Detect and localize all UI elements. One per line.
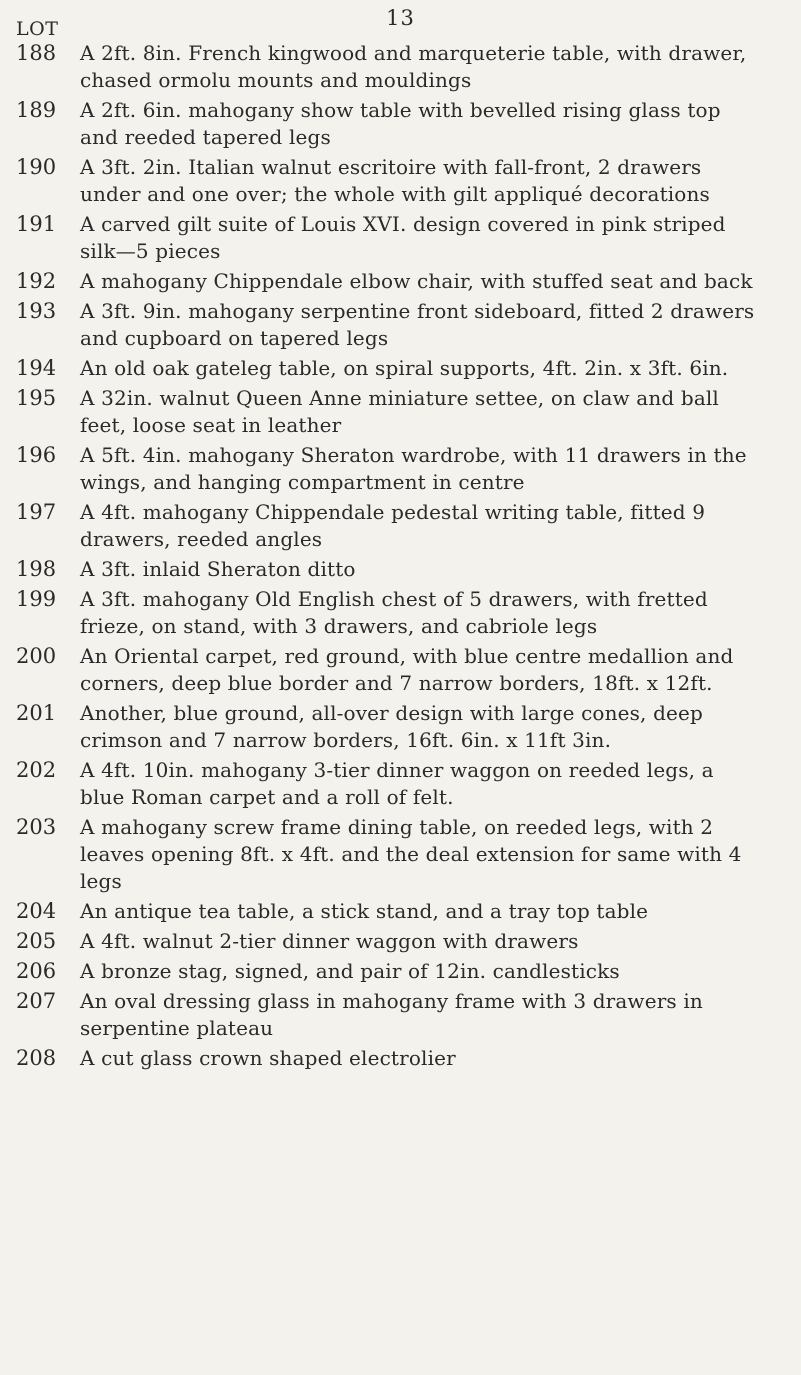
lot-entry <box>0 814 801 895</box>
lot-number: 204 <box>16 899 57 923</box>
lot-entry <box>0 40 801 94</box>
lot-description: A 2ft. 6in. mahogany show table with bevelled rising glass top and reeded tapered legs <box>80 98 721 149</box>
lot-number: 200 <box>16 644 57 668</box>
lot-number: 205 <box>16 929 57 953</box>
lot-entry <box>0 154 801 208</box>
lot-entry <box>0 385 801 439</box>
lot-description: A cut glass crown shaped electrolier <box>80 1046 456 1070</box>
lot-list <box>0 40 801 1075</box>
lot-description: A 32in. walnut Queen Anne miniature settee, on claw and ball feet, loose seat in leather <box>80 386 719 437</box>
lot-entry <box>0 1045 801 1072</box>
lot-entry <box>0 268 801 295</box>
lot-entry <box>0 556 801 583</box>
lot-entry <box>0 643 801 697</box>
lot-number: 208 <box>16 1046 57 1070</box>
lot-number: 203 <box>16 815 57 839</box>
lot-description: An oval dressing glass in mahogany frame with 3 drawers in serpentine plateau <box>80 989 703 1040</box>
lot-number: 188 <box>16 41 57 65</box>
lot-entry <box>0 298 801 352</box>
lot-description: A 3ft. 2in. Italian walnut escritoire with fall-front, 2 drawers under and one over; the whole with gilt appliqué decorations <box>80 155 710 206</box>
lot-entry <box>0 97 801 151</box>
lot-entry <box>0 700 801 754</box>
lot-entry <box>0 928 801 955</box>
lot-entry <box>0 988 801 1042</box>
lot-description: A 5ft. 4in. mahogany Sheraton wardrobe, with 11 drawers in the wings, and hanging compartment in centre <box>80 443 747 494</box>
lot-number: 195 <box>16 386 57 410</box>
lot-description: An antique tea table, a stick stand, and a tray top table <box>80 899 649 923</box>
lot-entry <box>0 442 801 496</box>
lot-number: 197 <box>16 500 57 524</box>
page-number: 13 <box>386 6 415 30</box>
lot-entry <box>0 757 801 811</box>
lot-number: 192 <box>16 269 57 293</box>
lot-entry <box>0 898 801 925</box>
lot-number: 189 <box>16 98 57 122</box>
lot-description: A mahogany screw frame dining table, on reeded legs, with 2 leaves opening 8ft. x 4ft. and the deal extension for same with 4 legs <box>80 815 742 893</box>
lot-number: 201 <box>16 701 57 725</box>
lot-description: A 2ft. 8in. French kingwood and marqueterie table, with drawer, chased ormolu mounts and mouldings <box>80 41 747 92</box>
lot-number: 191 <box>16 212 57 236</box>
lot-number: 206 <box>16 959 57 983</box>
lot-entry <box>0 499 801 553</box>
lot-column-header: LOT <box>16 18 59 40</box>
lot-description: A 3ft. mahogany Old English chest of 5 drawers, with fretted frieze, on stand, with 3 drawers, and cabriole legs <box>80 587 708 638</box>
lot-number: 194 <box>16 356 57 380</box>
lot-number: 199 <box>16 587 57 611</box>
lot-description: A bronze stag, signed, and pair of 12in. candlesticks <box>80 959 620 983</box>
lot-description: An Oriental carpet, red ground, with blue centre medallion and corners, deep blue border and 7 narrow borders, 18ft. x 12ft. <box>80 644 734 695</box>
lot-description: A carved gilt suite of Louis XVI. design covered in pink striped silk—5 pieces <box>80 212 726 263</box>
lot-entry <box>0 586 801 640</box>
lot-number: 202 <box>16 758 57 782</box>
lot-entry <box>0 355 801 382</box>
lot-description: Another, blue ground, all-over design with large cones, deep crimson and 7 narrow borders, 16ft. 6in. x 11ft 3in. <box>80 701 703 752</box>
lot-entry <box>0 958 801 985</box>
lot-description: A 4ft. mahogany Chippendale pedestal writing table, fitted 9 drawers, reeded angles <box>80 500 706 551</box>
lot-number: 196 <box>16 443 57 467</box>
lot-number: 198 <box>16 557 57 581</box>
lot-description: A 4ft. walnut 2-tier dinner waggon with drawers <box>80 929 579 953</box>
lot-number: 207 <box>16 989 57 1013</box>
lot-description: A mahogany Chippendale elbow chair, with stuffed seat and back <box>80 269 753 293</box>
lot-entry <box>0 211 801 265</box>
lot-number: 190 <box>16 155 57 179</box>
lot-description: A 3ft. 9in. mahogany serpentine front sideboard, fitted 2 drawers and cupboard on tapered legs <box>80 299 755 350</box>
lot-number: 193 <box>16 299 57 323</box>
lot-description: A 3ft. inlaid Sheraton ditto <box>80 557 356 581</box>
lot-description: A 4ft. 10in. mahogany 3-tier dinner waggon on reeded legs, a blue Roman carpet and a roll of felt. <box>80 758 714 809</box>
lot-description: An old oak gateleg table, on spiral supports, 4ft. 2in. x 3ft. 6in. <box>80 356 729 380</box>
